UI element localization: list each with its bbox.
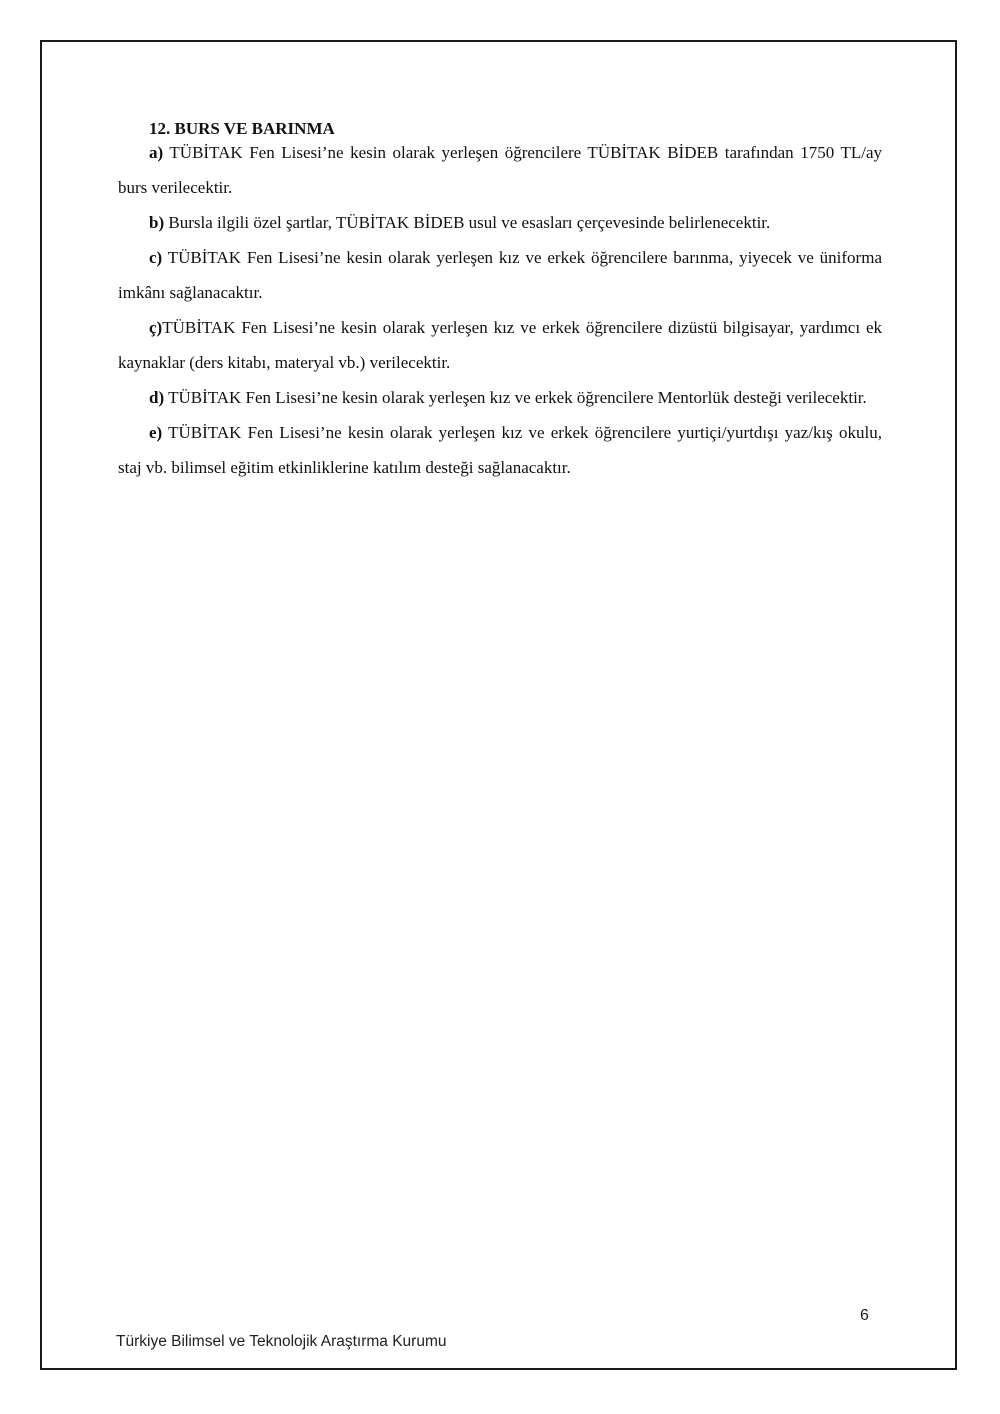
item-text: TÜBİTAK Fen Lisesi’ne kesin olarak yerleşen kız ve erkek öğrencilere dizüstü bilgisayar, yardımcı ek kaynaklar (ders kitabı, materyal vb.) verilecektir. xyxy=(118,318,882,372)
list-item-d xyxy=(118,380,882,415)
list-item-e xyxy=(118,415,882,485)
item-text: TÜBİTAK Fen Lisesi’ne kesin olarak yerleşen kız ve erkek öğrencilere yurtiçi/yurtdışı yaz/kış okulu, staj vb. bilimsel eğitim etkinliklerine katılım desteği sağlanacaktır. xyxy=(118,423,882,477)
item-text: Bursla ilgili özel şartlar, TÜBİTAK BİDEB usul ve esasları çerçevesinde belirlenecektir. xyxy=(164,213,771,232)
item-text: TÜBİTAK Fen Lisesi’ne kesin olarak yerleşen öğrencilere TÜBİTAK BİDEB tarafından 1750 TL/ay burs verilecektir. xyxy=(118,143,882,197)
item-text: TÜBİTAK Fen Lisesi’ne kesin olarak yerleşen kız ve erkek öğrencilere Mentorlük desteği verilecektir. xyxy=(164,388,867,407)
list-item-b xyxy=(118,205,882,240)
item-label: e) xyxy=(149,423,163,442)
footer-institution: Türkiye Bilimsel ve Teknolojik Araştırma Kurumu xyxy=(116,1333,447,1350)
page-number: 6 xyxy=(860,1307,869,1324)
item-label: d) xyxy=(149,388,165,407)
item-label: b) xyxy=(149,213,165,232)
list-item-c xyxy=(118,240,882,310)
section-heading: 12. BURS VE BARINMA xyxy=(149,119,335,138)
item-label: ç) xyxy=(149,318,163,337)
item-label: a) xyxy=(149,143,164,162)
list-item-c-cedilla xyxy=(118,310,882,380)
item-text: TÜBİTAK Fen Lisesi’ne kesin olarak yerleşen kız ve erkek öğrencilere barınma, yiyecek ve üniforma imkânı sağlanacaktır. xyxy=(118,248,882,302)
document-body xyxy=(118,118,882,485)
item-label: c) xyxy=(149,248,163,267)
list-item-a xyxy=(118,135,882,205)
